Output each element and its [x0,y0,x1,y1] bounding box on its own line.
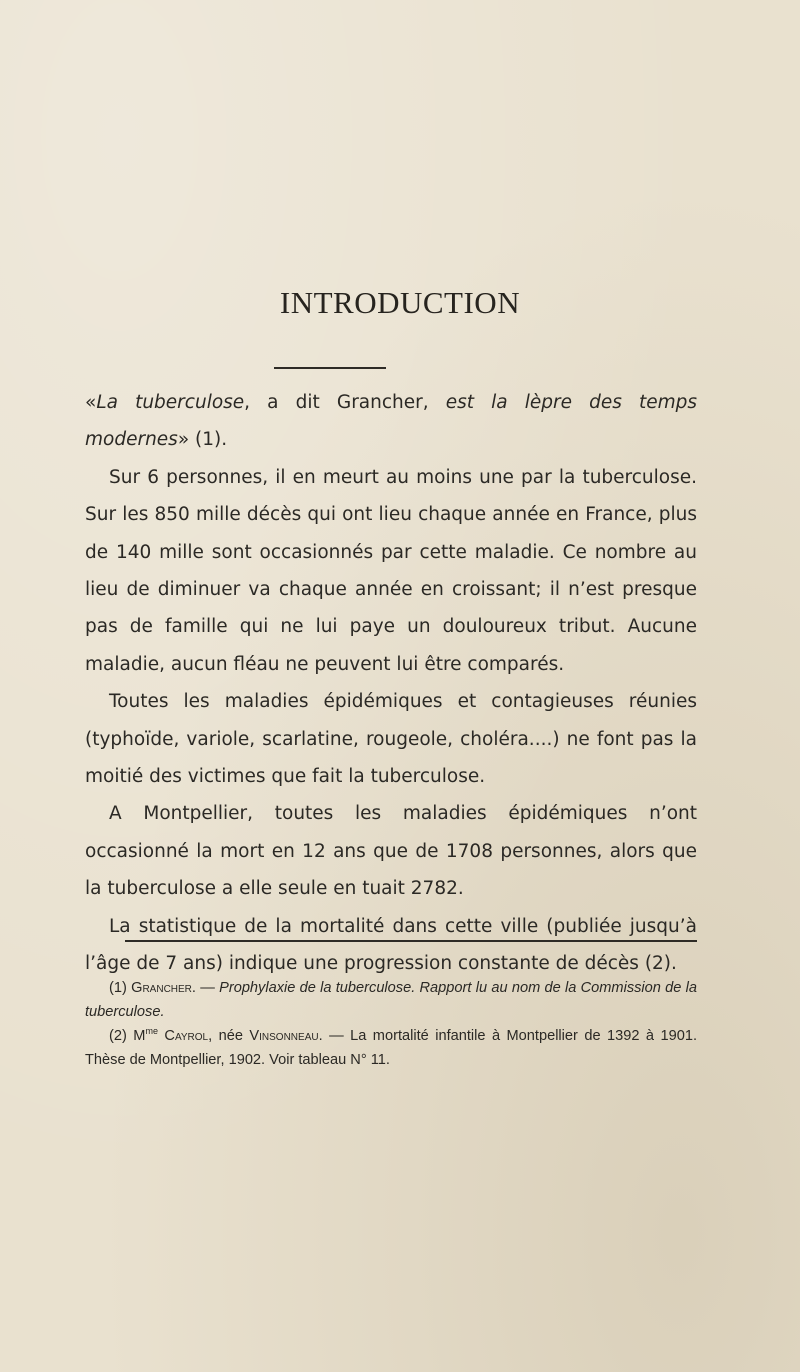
paragraph-quote [85,384,697,459]
quote-text-2: est la lèpre des temps modernes [85,392,698,451]
quote-text-1: La tuberculose [96,392,245,413]
footnote-title-sup: me [145,1026,158,1037]
footnote-number: (2) [109,1028,134,1044]
footnote-separator [125,940,697,942]
footnote-mid: née [212,1028,250,1044]
footnote-maiden-name: Vinsonneau. [249,1028,323,1044]
paragraph: Toutes les maladies épidémiques et contagieuses réunies (typhoïde, variole, scarlatine, rougeole, choléra....) ne font pas la moitié des victimes que fait la tuberculose. [85,691,697,788]
paragraph: A Montpellier, toutes les maladies épidémiques n’ont occasionné la mort en 12 ans que de 1708 personnes, alors que la tuberculose a elle seule en tuait 2782. [85,803,697,900]
title-underline [274,367,386,369]
quote-open: « [85,392,97,413]
main-text [85,384,697,983]
paragraph: La statistique de la mortalité dans cette ville (publiée jusqu’à l’âge de 7 ans) indique une progression constante de décès (2). [85,915,697,975]
footnote-number: (1) [109,980,132,996]
footnote-author: Grancher. [131,980,196,996]
footnote-text: Prophylaxie de la tuberculose. Rapport lu au nom de la Commission de la tuberculose. [85,980,698,1020]
footnote-author: Cayrol, [157,1028,213,1044]
footnotes [85,976,697,1072]
quote-ref: (1). [189,429,228,451]
footnote-1 [85,976,697,1024]
paragraph: Sur 6 personnes, il en meurt au moins une par la tuberculose. Sur les 850 mille décès qui ont lieu chaque année en France, plus de 140 mille sont occasionnés par cette maladie. Ce nombre au lieu de diminuer va chaque année en croissant; il n’est presque pas de famille qui ne lui paye un douloureux tribut. Aucune maladie, aucun fléau ne peuvent lui être comparés. [85,466,697,675]
page-title: INTRODUCTION [279,285,521,320]
quote-mid: , a dit Grancher, [244,392,446,413]
footnote-dash: — [195,980,220,996]
quote-close: » [177,429,190,451]
footnote-2 [85,1024,697,1072]
footnote-title-abbr: M [133,1028,146,1044]
footnote-text: — La mortalité infantile à Montpellier de 1392 à 1901. Thèse de Montpellier, 1902. Voir tableau N° 11. [85,1028,697,1068]
